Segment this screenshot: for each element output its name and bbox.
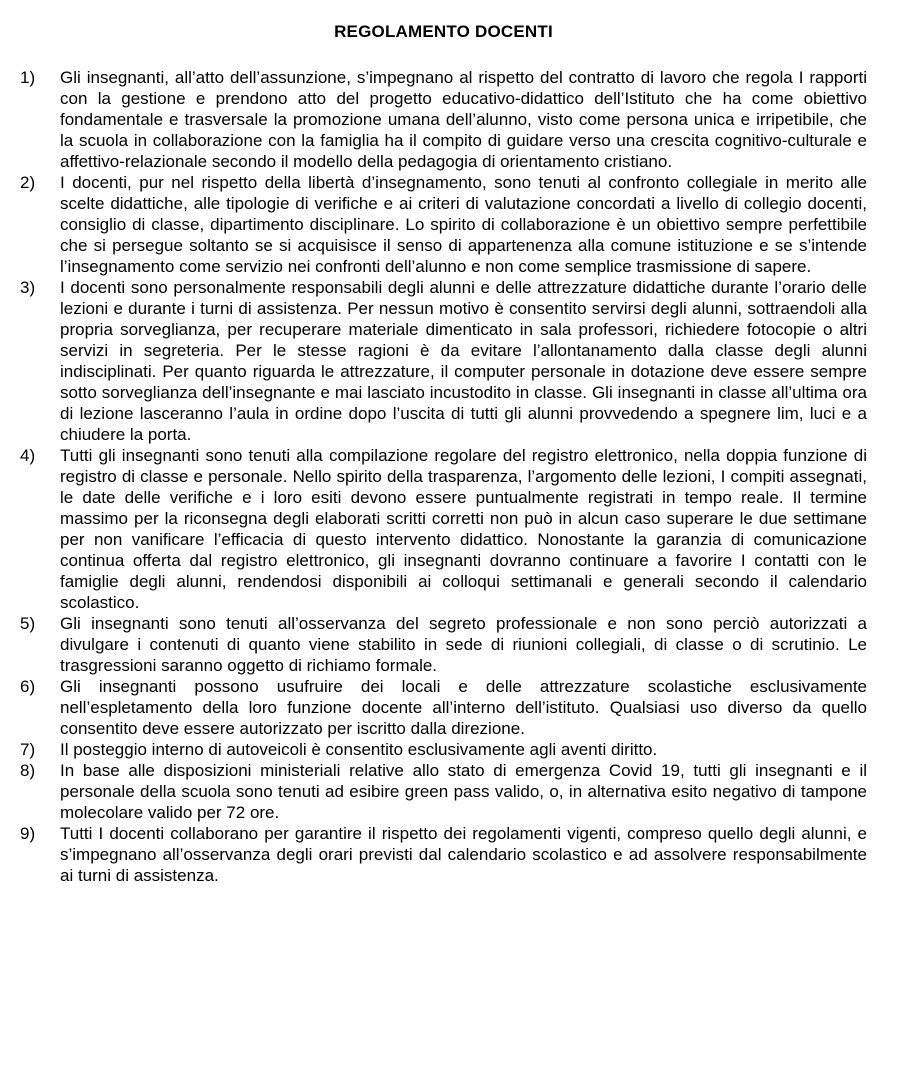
- rule-text: I docenti sono personalmente responsabili degli alunni e delle attrezzature didattiche durante l’orario delle lezioni e durante i turni di assistenza. Per nessun motivo è consentito servirsi degli alunni, sottraendoli alla propria sorveglianza, per recuperare materiale dimenticato in sala professori, richiedere fotocopie o altri servizi in segreteria. Per le stesse ragioni è da evitare l’allontanamento dalla classe degli alunni indisciplinati. Per quanto riguarda le attrezzature, il computer personale in dotazione deve essere sempre sotto sorveglianza dell’insegnante e mai lasciato incustodito in classe. Gli insegnanti in classe all’ultima ora di lezione lasceranno l’aula in ordine dopo l’uscita di tutti gli alunni provvedendo a spegnere lim, luci e a chiudere la porta.: [60, 278, 867, 444]
- rule-text: I docenti, pur nel rispetto della libertà d’insegnamento, sono tenuti al confronto collegiale in merito alle scelte didattiche, alle tipologie di verifiche e ai criteri di valutazione concordati a livello di collegio docenti, consiglio di classe, dipartimento disciplinare. Lo spirito di collaborazione è un obiettivo sempre perfettibile che si persegue soltanto se si acquisisce il senso di appartenenza alla comune istituzione e se s’intende l’insegnamento come servizio nei confronti dell’alunno e non come semplice trasmissione di sapere.: [60, 173, 867, 276]
- rule-item-6: [20, 676, 867, 739]
- rule-item-4: [20, 445, 867, 613]
- rule-number: 1): [20, 68, 36, 87]
- rule-item-1: [20, 67, 867, 172]
- rule-text: Tutti I docenti collaborano per garantire il rispetto dei regolamenti vigenti, compreso quello degli alunni, e s’impegnano all’osservanza degli orari previsti dal calendario scolastico e ad assolvere responsabilmente ai turni di assistenza.: [60, 824, 867, 885]
- rule-text: In base alle disposizioni ministeriali relative allo stato di emergenza Covid 19, tutti gli insegnanti e il personale della scuola sono tenuti ad esibire green pass valido, o, in alternativa esito negativo di tampone molecolare valido per 72 ore.: [60, 761, 867, 822]
- rule-number: 9): [20, 824, 36, 843]
- rule-number: 8): [20, 761, 36, 780]
- rule-item-8: [20, 760, 867, 823]
- rule-text: Gli insegnanti possono usufruire dei locali e delle attrezzature scolastiche esclusivamente nell’espletamento della loro funzione docente all’interno dell’istituto. Qualsiasi uso diverso da quello consentito deve essere autorizzato per iscritto dalla direzione.: [60, 677, 867, 738]
- rule-text: Tutti gli insegnanti sono tenuti alla compilazione regolare del registro elettronico, nella doppia funzione di registro di classe e personale. Nello spirito della trasparenza, l’argomento delle lezioni, I compiti assegnati, le date delle verifiche e i loro esiti devono essere puntualmente registrati in tempo reale. Il termine massimo per la riconsegna degli elaborati scritti corretti non può in alcun caso superare le due settimane per non vanificare l’efficacia di questo intervento didattico. Nonostante la garanzia di comunicazione continua offerta dal registro elettronico, gli insegnanti dovranno continuare a favorire I contatti con le famiglie degli alunni, rendendosi disponibili ai colloqui settimanali e generali secondo il calendario scolastico.: [60, 446, 867, 612]
- rule-item-7: [20, 739, 867, 760]
- rule-number: 5): [20, 614, 36, 633]
- rule-item-3: [20, 277, 867, 445]
- rule-number: 6): [20, 677, 36, 696]
- rule-number: 3): [20, 278, 36, 297]
- rule-item-2: [20, 172, 867, 277]
- rule-number: 7): [20, 740, 36, 759]
- rules-list: [20, 67, 867, 886]
- rule-text: Gli insegnanti, all’atto dell’assunzione, s’impegnano al rispetto del contratto di lavoro che regola I rapporti con la gestione e prendono atto del progetto educativo-didattico dell’Istituto che ha come obiettivo fondamentale e trasversale la promozione umana dell’alunno, visto come persona unica e irripetibile, che la scuola in collaborazione con la famiglia ha il compito di guidare verso una crescita cognitivo-culturale e affettivo-relazionale secondo il modello della pedagogia di orientamento cristiano.: [60, 68, 867, 171]
- rule-text: Gli insegnanti sono tenuti all’osservanza del segreto professionale e non sono perciò autorizzati a divulgare i contenuti di quanto viene stabilito in sede di riunioni collegiali, di classe o di scrutinio. Le trasgressioni saranno oggetto di richiamo formale.: [60, 614, 867, 675]
- rule-number: 2): [20, 173, 36, 192]
- rule-text: Il posteggio interno di autoveicoli è consentito esclusivamente agli aventi diritto.: [60, 740, 658, 759]
- document-title: REGOLAMENTO DOCENTI: [334, 22, 553, 41]
- rule-number: 4): [20, 446, 36, 465]
- rule-item-9: [20, 823, 867, 886]
- rule-item-5: [20, 613, 867, 676]
